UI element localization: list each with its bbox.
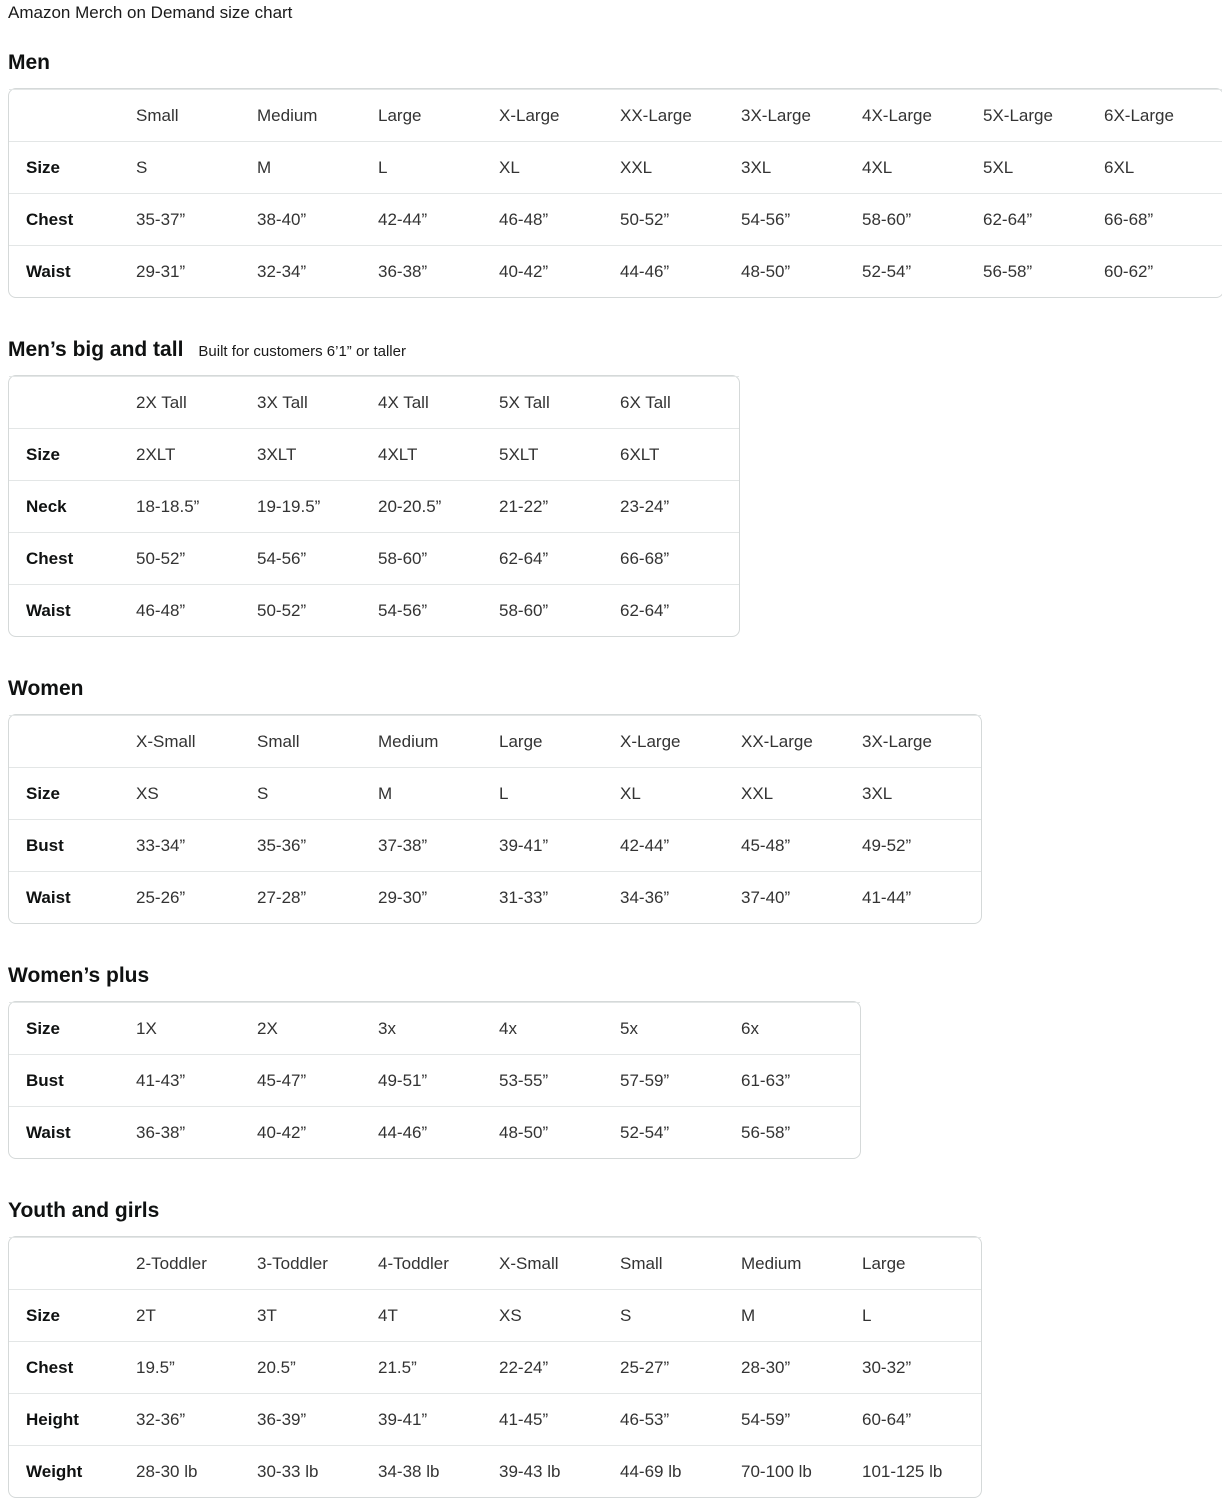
size-cell: 70-100 lb <box>739 1445 860 1497</box>
size-cell: 25-27” <box>618 1341 739 1393</box>
table-row-bust <box>9 819 981 871</box>
size-cell: 44-46” <box>376 1106 497 1158</box>
size-cell: 56-58” <box>739 1106 860 1158</box>
row-label: Chest <box>9 193 134 245</box>
size-cell: 49-52” <box>860 819 981 871</box>
size-cell: 66-68” <box>618 532 739 584</box>
corner-cell <box>9 89 134 141</box>
size-cell: L <box>497 767 618 819</box>
size-cell: 54-56” <box>739 193 860 245</box>
size-cell: M <box>376 767 497 819</box>
size-cell: S <box>134 141 255 193</box>
section-heading: Men’s big and tall <box>8 338 184 361</box>
size-cell: 21.5” <box>376 1341 497 1393</box>
size-cell: 46-48” <box>497 193 618 245</box>
size-cell: 18-18.5” <box>134 480 255 532</box>
column-header: 4-Toddler <box>376 1237 497 1289</box>
size-cell: 61-63” <box>739 1054 860 1106</box>
column-header: Large <box>497 715 618 767</box>
section-men-s-big-and-tall <box>8 338 1214 637</box>
size-cell: 36-38” <box>376 245 497 297</box>
row-label: Size <box>9 1002 134 1054</box>
row-label: Waist <box>9 1106 134 1158</box>
size-cell: 62-64” <box>497 532 618 584</box>
size-cell: 58-60” <box>860 193 981 245</box>
size-cell: 39-41” <box>376 1393 497 1445</box>
size-cell: 41-43” <box>134 1054 255 1106</box>
size-cell: S <box>255 767 376 819</box>
size-cell: 54-59” <box>739 1393 860 1445</box>
size-cell: 27-28” <box>255 871 376 923</box>
column-header: 3X-Large <box>860 715 981 767</box>
size-cell: M <box>739 1289 860 1341</box>
size-cell: 20-20.5” <box>376 480 497 532</box>
size-cell: 1X <box>134 1002 255 1054</box>
corner-cell <box>9 1237 134 1289</box>
size-cell: 5XL <box>981 141 1102 193</box>
column-header: 2-Toddler <box>134 1237 255 1289</box>
column-header: 5X Tall <box>497 376 618 428</box>
size-cell: 35-37” <box>134 193 255 245</box>
size-cell: XL <box>497 141 618 193</box>
page-title: Amazon Merch on Demand size chart <box>8 3 293 22</box>
size-cell: 3XLT <box>255 428 376 480</box>
size-cell: 22-24” <box>497 1341 618 1393</box>
size-cell: 29-31” <box>134 245 255 297</box>
size-cell: 35-36” <box>255 819 376 871</box>
section-heading-row <box>8 51 1214 75</box>
table-row-waist <box>9 245 1222 297</box>
size-cell: XXL <box>739 767 860 819</box>
size-cell: 62-64” <box>618 584 739 636</box>
column-header: Small <box>134 89 255 141</box>
table-row-height <box>9 1393 981 1445</box>
size-cell: 57-59” <box>618 1054 739 1106</box>
size-cell: 48-50” <box>739 245 860 297</box>
sections-container <box>8 51 1214 1498</box>
size-cell: 39-43 lb <box>497 1445 618 1497</box>
size-cell: 4XL <box>860 141 981 193</box>
table-row-waist <box>9 584 739 636</box>
corner-cell <box>9 715 134 767</box>
size-cell: 3XL <box>739 141 860 193</box>
table-row-bust <box>9 1054 860 1106</box>
column-header: 3X Tall <box>255 376 376 428</box>
column-header: X-Small <box>497 1237 618 1289</box>
size-cell: 3x <box>376 1002 497 1054</box>
row-label: Waist <box>9 245 134 297</box>
size-cell: 3XL <box>860 767 981 819</box>
section-heading: Men <box>8 51 50 74</box>
size-cell: 58-60” <box>376 532 497 584</box>
section-heading-row <box>8 677 1214 701</box>
table-row-neck <box>9 480 739 532</box>
size-cell: 44-69 lb <box>618 1445 739 1497</box>
size-cell: 46-48” <box>134 584 255 636</box>
size-cell: 4XLT <box>376 428 497 480</box>
size-cell: 52-54” <box>618 1106 739 1158</box>
size-cell: 6XL <box>1102 141 1222 193</box>
size-cell: 30-33 lb <box>255 1445 376 1497</box>
row-label: Chest <box>9 1341 134 1393</box>
size-cell: XXL <box>618 141 739 193</box>
table-row-chest <box>9 193 1222 245</box>
size-cell: 34-36” <box>618 871 739 923</box>
size-cell: 56-58” <box>981 245 1102 297</box>
corner-cell <box>9 376 134 428</box>
size-cell: 32-34” <box>255 245 376 297</box>
size-cell: 101-125 lb <box>860 1445 981 1497</box>
section-heading-row <box>8 1199 1214 1223</box>
table-row-weight <box>9 1445 981 1497</box>
size-cell: 66-68” <box>1102 193 1222 245</box>
size-cell: 48-50” <box>497 1106 618 1158</box>
row-label: Size <box>9 141 134 193</box>
table-row-waist <box>9 871 981 923</box>
size-cell: L <box>860 1289 981 1341</box>
size-cell: 33-34” <box>134 819 255 871</box>
row-label: Chest <box>9 532 134 584</box>
size-cell: 21-22” <box>497 480 618 532</box>
size-cell: 36-39” <box>255 1393 376 1445</box>
table-row-size <box>9 428 739 480</box>
row-label: Size <box>9 428 134 480</box>
column-header: Small <box>618 1237 739 1289</box>
column-header: Medium <box>255 89 376 141</box>
header-row <box>9 89 1222 141</box>
size-cell: 42-44” <box>376 193 497 245</box>
table-row-size <box>9 767 981 819</box>
header-row <box>9 1237 981 1289</box>
column-header: Small <box>255 715 376 767</box>
size-cell: 32-36” <box>134 1393 255 1445</box>
size-table-men-s-big-and-tall <box>8 375 740 637</box>
size-cell: 54-56” <box>255 532 376 584</box>
column-header: Medium <box>376 715 497 767</box>
column-header: XX-Large <box>618 89 739 141</box>
size-table-women-s-plus <box>8 1001 861 1159</box>
size-cell: 58-60” <box>497 584 618 636</box>
header-row <box>9 376 739 428</box>
size-cell: 2T <box>134 1289 255 1341</box>
size-cell: 36-38” <box>134 1106 255 1158</box>
size-cell: 60-64” <box>860 1393 981 1445</box>
column-header: 3-Toddler <box>255 1237 376 1289</box>
size-cell: 37-38” <box>376 819 497 871</box>
section-heading-row <box>8 338 1214 362</box>
size-table-women <box>8 714 982 924</box>
column-header: XX-Large <box>739 715 860 767</box>
size-cell: 31-33” <box>497 871 618 923</box>
section-heading: Youth and girls <box>8 1199 160 1222</box>
row-label: Neck <box>9 480 134 532</box>
table-row-waist <box>9 1106 860 1158</box>
size-cell: 30-32” <box>860 1341 981 1393</box>
table-row-size <box>9 1289 981 1341</box>
row-label: Bust <box>9 819 134 871</box>
size-cell: 44-46” <box>618 245 739 297</box>
header-row <box>9 715 981 767</box>
size-cell: 19.5” <box>134 1341 255 1393</box>
size-cell: 42-44” <box>618 819 739 871</box>
size-cell: 40-42” <box>497 245 618 297</box>
column-header: 4X-Large <box>860 89 981 141</box>
size-cell: 5XLT <box>497 428 618 480</box>
section-youth-and-girls <box>8 1199 1214 1498</box>
section-women-s-plus <box>8 964 1214 1159</box>
column-header: 4X Tall <box>376 376 497 428</box>
row-label: Waist <box>9 584 134 636</box>
column-header: 6X-Large <box>1102 89 1222 141</box>
size-cell: 4T <box>376 1289 497 1341</box>
size-cell: 41-45” <box>497 1393 618 1445</box>
section-men <box>8 51 1214 298</box>
column-header: X-Large <box>618 715 739 767</box>
size-cell: 50-52” <box>618 193 739 245</box>
table-row-chest <box>9 532 739 584</box>
column-header: X-Large <box>497 89 618 141</box>
size-cell: 2X <box>255 1002 376 1054</box>
size-cell: 23-24” <box>618 480 739 532</box>
column-header: 5X-Large <box>981 89 1102 141</box>
size-cell: S <box>618 1289 739 1341</box>
row-label: Waist <box>9 871 134 923</box>
size-cell: XL <box>618 767 739 819</box>
size-table-men <box>8 88 1222 298</box>
column-header: X-Small <box>134 715 255 767</box>
size-cell: 3T <box>255 1289 376 1341</box>
size-cell: 6XLT <box>618 428 739 480</box>
section-women <box>8 677 1214 924</box>
row-label: Size <box>9 1289 134 1341</box>
table-row-chest <box>9 1341 981 1393</box>
section-subtitle: Built for customers 6’1” or taller <box>198 343 406 360</box>
section-heading-row <box>8 964 1214 988</box>
size-cell: 52-54” <box>860 245 981 297</box>
size-table-youth-and-girls <box>8 1236 982 1498</box>
size-cell: 40-42” <box>255 1106 376 1158</box>
size-cell: 19-19.5” <box>255 480 376 532</box>
column-header: 6X Tall <box>618 376 739 428</box>
size-cell: 28-30” <box>739 1341 860 1393</box>
size-cell: 20.5” <box>255 1341 376 1393</box>
size-cell: 37-40” <box>739 871 860 923</box>
size-cell: 62-64” <box>981 193 1102 245</box>
size-cell: XS <box>497 1289 618 1341</box>
section-heading: Women <box>8 677 84 700</box>
column-header: Large <box>860 1237 981 1289</box>
size-cell: XS <box>134 767 255 819</box>
column-header: Medium <box>739 1237 860 1289</box>
size-cell: 5x <box>618 1002 739 1054</box>
size-cell: 49-51” <box>376 1054 497 1106</box>
size-cell: 28-30 lb <box>134 1445 255 1497</box>
size-cell: 6x <box>739 1002 860 1054</box>
column-header: Large <box>376 89 497 141</box>
row-label: Size <box>9 767 134 819</box>
size-cell: 60-62” <box>1102 245 1222 297</box>
size-cell: 34-38 lb <box>376 1445 497 1497</box>
section-heading: Women’s plus <box>8 964 150 987</box>
size-cell: 41-44” <box>860 871 981 923</box>
column-header: 2X Tall <box>134 376 255 428</box>
row-label: Weight <box>9 1445 134 1497</box>
size-cell: 50-52” <box>255 584 376 636</box>
row-label: Bust <box>9 1054 134 1106</box>
column-header: 3X-Large <box>739 89 860 141</box>
size-cell: 45-48” <box>739 819 860 871</box>
size-cell: 54-56” <box>376 584 497 636</box>
size-cell: M <box>255 141 376 193</box>
size-cell: 4x <box>497 1002 618 1054</box>
size-cell: 50-52” <box>134 532 255 584</box>
row-label: Height <box>9 1393 134 1445</box>
size-cell: 38-40” <box>255 193 376 245</box>
size-cell: 2XLT <box>134 428 255 480</box>
size-cell: 39-41” <box>497 819 618 871</box>
size-cell: L <box>376 141 497 193</box>
size-cell: 45-47” <box>255 1054 376 1106</box>
table-row-size <box>9 1002 860 1054</box>
size-cell: 46-53” <box>618 1393 739 1445</box>
size-cell: 25-26” <box>134 871 255 923</box>
table-row-size <box>9 141 1222 193</box>
size-cell: 29-30” <box>376 871 497 923</box>
size-cell: 53-55” <box>497 1054 618 1106</box>
